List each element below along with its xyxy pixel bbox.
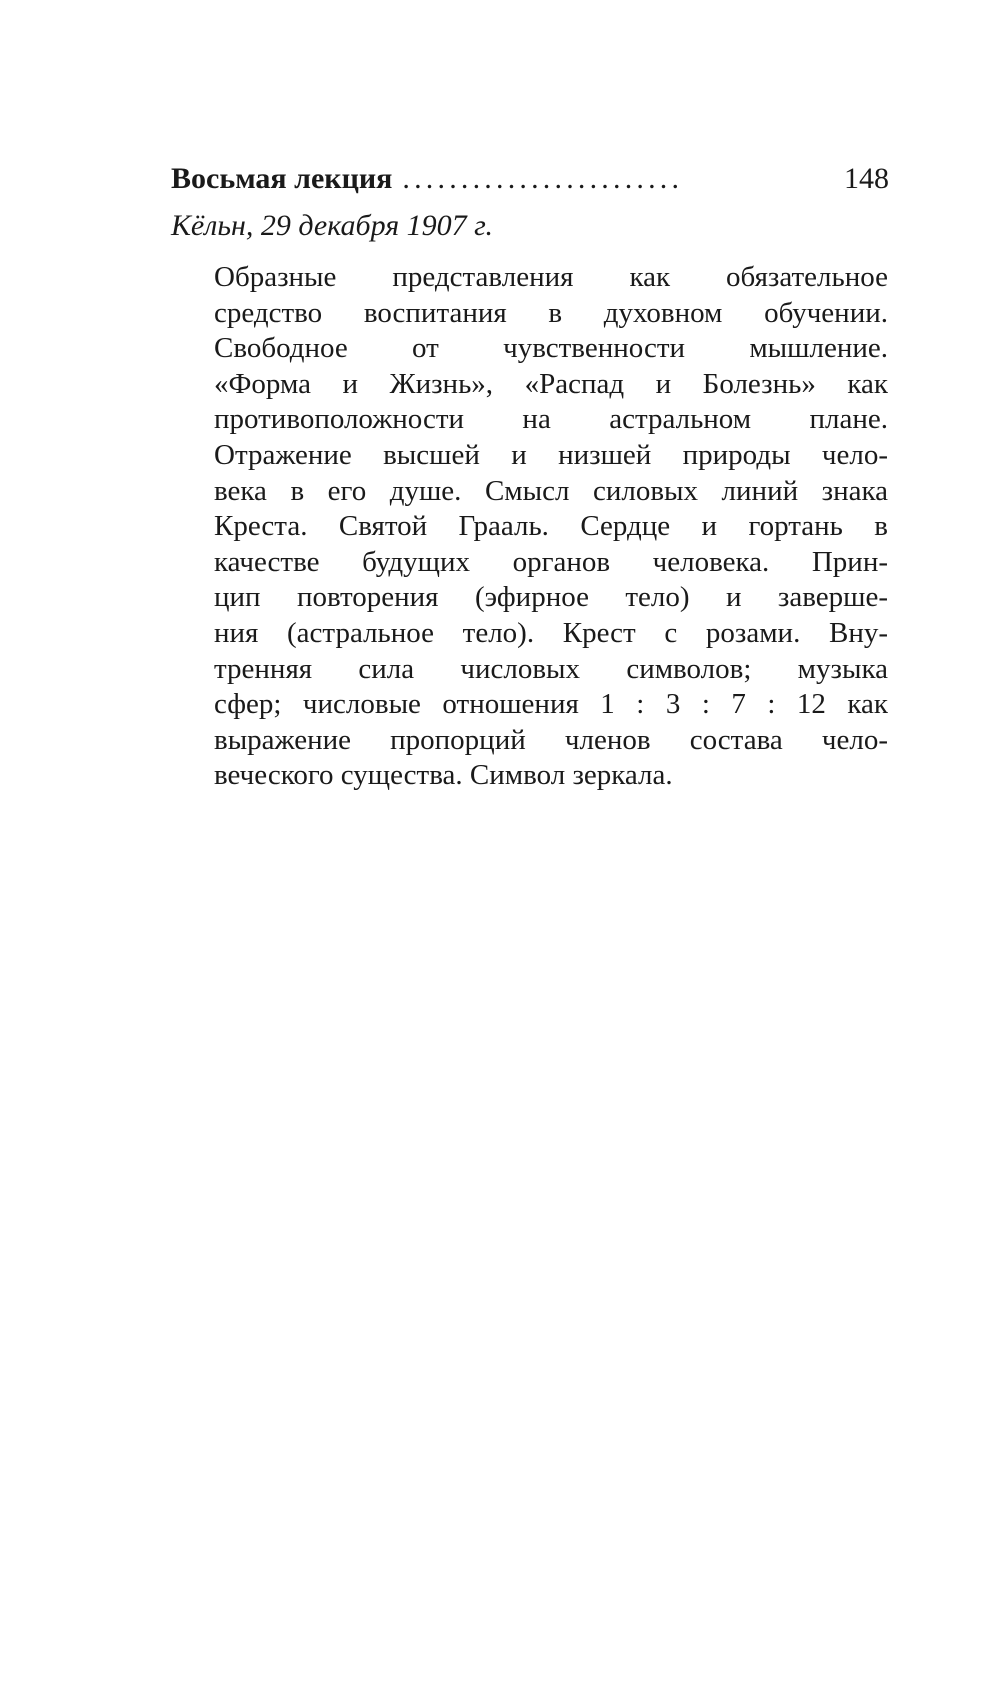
lecture-summary [214,260,888,794]
summary-line: средство воспитания в духовном обучении. [214,296,888,329]
lecture-place-date: Кёльн, 29 декабря 1907 г. [171,209,493,242]
toc-heading-line [171,160,889,198]
summary-line: выражение пропорций членов состава чело- [214,723,888,756]
summary-line: противоположности на астральном плане. [214,403,888,436]
summary-line: века в его душе. Смысл силовых линий знака [214,474,888,507]
summary-line: ния (астральное тело). Крест с розами. Вну- [214,616,888,649]
summary-line: Свободное от чувственности мышление. [214,332,888,365]
page-number: 148 [844,162,889,195]
summary-line: сфер; числовые отношения 1 : 3 : 7 : 12 как [214,688,888,721]
summary-line: Креста. Святой Грааль. Сердце и гортань в [214,510,888,543]
summary-line: Образные представления как обязательное [214,261,888,293]
summary-line: качестве будущих органов человека. Прин- [214,545,888,578]
summary-line: тренняя сила числовых символов; музыка [214,652,888,685]
lecture-title: Восьмая лекция [171,162,393,195]
summary-line: «Форма и Жизнь», «Распад и Болезнь» как [214,367,888,400]
summary-line: цип повторения (эфирное тело) и заверше- [214,581,888,614]
dot-leader: ........................ [402,162,684,195]
summary-line: веческого существа. Символ зеркала. [214,759,673,792]
summary-line: Отражение высшей и низшей природы чело- [214,438,888,471]
toc-entry [171,160,889,245]
